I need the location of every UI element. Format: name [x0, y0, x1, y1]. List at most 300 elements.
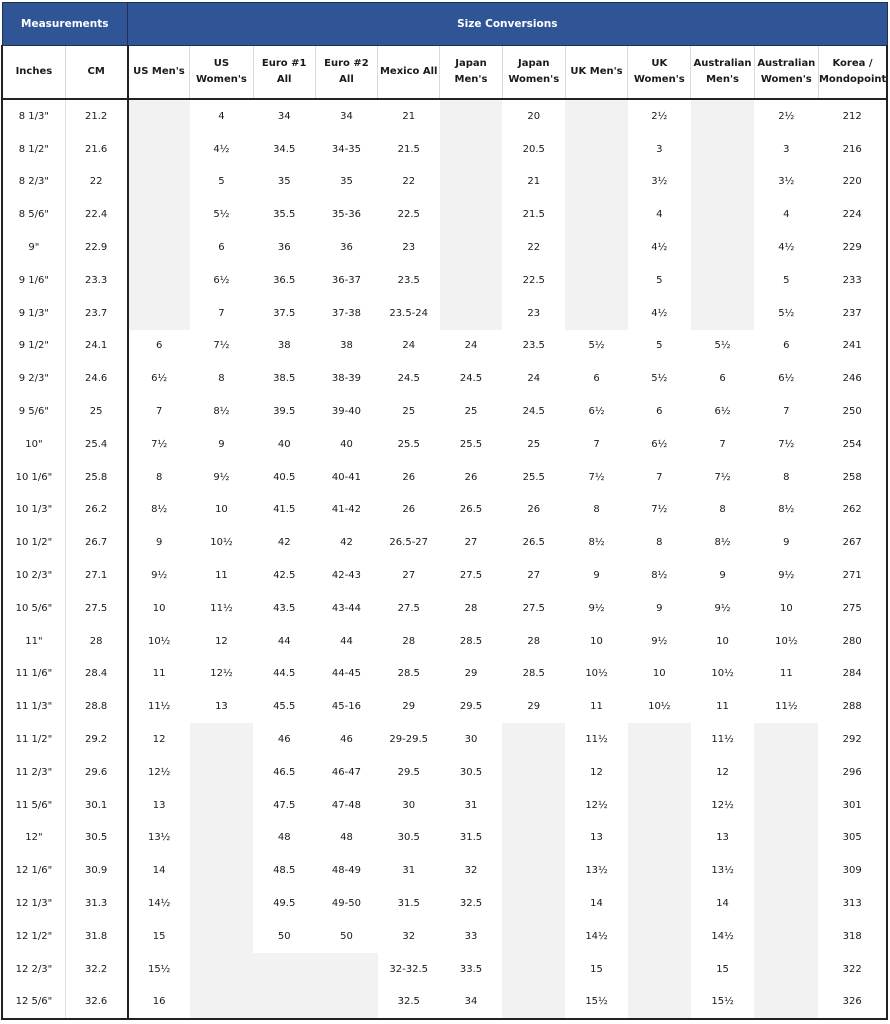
cell-us_men [128, 99, 190, 133]
cell-cm: 22.9 [65, 231, 127, 264]
cell-us_men: 10½ [128, 625, 190, 658]
cell-uk_women [628, 723, 691, 756]
group-header-size-conversions: Size Conversions [128, 3, 887, 46]
cell-japan_men [440, 166, 502, 199]
cell-korea: 224 [818, 198, 887, 231]
cell-euro1: 42 [277, 537, 291, 549]
cell-aus_men: 7 [719, 438, 726, 450]
cell-inches: 8 1/3" [2, 99, 65, 133]
cell-uk_men: 8 [593, 504, 600, 516]
cell-cm: 30.9 [65, 854, 127, 887]
cell-euro2: 43-44 [331, 602, 361, 614]
cell-mexico: 29 [402, 701, 416, 713]
cell-uk_men: 6 [593, 373, 600, 385]
cell-inches: 12 1/6" [2, 854, 65, 887]
cell-japan_men: 24.5 [459, 373, 483, 385]
column-header-inches: Inches [2, 46, 65, 100]
cell-inches: 9 2/3" [2, 362, 65, 395]
cell-inches: 8 2/3" [2, 166, 65, 199]
cell-us_women: 10½ [210, 537, 233, 549]
cell-us_women: 4 [218, 110, 225, 122]
cell-aus_men: 11½ [711, 734, 734, 746]
cell-aus_women: 5 [783, 274, 790, 286]
cell-uk_women: 5 [656, 274, 663, 286]
cell-uk_men: 6½ [588, 406, 605, 418]
cell-cm: 25 [65, 395, 127, 428]
cell-euro1: 42.5 [273, 570, 296, 582]
cell-japan_men: 25.5 [459, 438, 483, 450]
cell-japan_women [502, 953, 565, 986]
cell-korea: 275 [818, 592, 887, 625]
cell-inches: 12 2/3" [2, 953, 65, 986]
table-row [2, 99, 887, 133]
cell-us_women: 6 [218, 242, 225, 254]
cell-euro1: 48.5 [273, 865, 296, 877]
cell-uk_men [565, 297, 627, 330]
table-row [2, 231, 887, 264]
cell-japan_women: 24 [527, 373, 541, 385]
cell-uk_women: 7 [656, 471, 663, 483]
table-row [2, 920, 887, 953]
cell-aus_men: 12½ [711, 799, 734, 811]
cell-us_men: 16 [128, 986, 190, 1020]
cell-euro2: 45-16 [331, 701, 361, 713]
cell-korea: 296 [818, 756, 887, 789]
cell-korea: 271 [818, 559, 887, 592]
cell-korea: 250 [818, 395, 887, 428]
cell-euro1: 34.5 [273, 143, 296, 155]
cell-aus_women [754, 920, 818, 953]
cell-cm: 28 [65, 625, 127, 658]
cell-japan_women: 27.5 [522, 602, 545, 614]
cell-korea: 241 [818, 330, 887, 363]
cell-inches: 12 1/2" [2, 920, 65, 953]
cell-mexico: 30.5 [397, 832, 420, 844]
cell-us_men: 7½ [128, 428, 190, 461]
cell-inches: 9 1/2" [2, 330, 65, 363]
cell-us_women: 8 [218, 373, 225, 385]
cell-korea: 220 [818, 166, 887, 199]
table-row [2, 887, 887, 920]
cell-us_women [190, 953, 253, 986]
cell-us_men: 7 [128, 395, 190, 428]
cell-uk_women: 7½ [651, 504, 668, 516]
cell-mexico: 22 [402, 176, 416, 188]
cell-uk_men: 14 [590, 898, 603, 910]
size-conversion-table [1, 2, 888, 1020]
table-row [2, 625, 887, 658]
cell-mexico: 26 [402, 504, 416, 516]
cell-us_men [128, 264, 190, 297]
cell-mexico: 29.5 [397, 766, 420, 778]
cell-uk_women: 3½ [651, 176, 668, 188]
cell-inches: 10 1/3" [2, 494, 65, 527]
cell-mexico: 23 [402, 242, 416, 254]
cell-aus_men: 14 [716, 898, 729, 910]
cell-aus_men: 11 [716, 701, 729, 713]
cell-korea: 246 [818, 362, 887, 395]
cell-japan_women: 28.5 [522, 668, 545, 680]
cell-inches: 9 1/3" [2, 297, 65, 330]
cell-euro1: 41.5 [273, 504, 296, 516]
cell-us_women: 8½ [213, 406, 230, 418]
cell-cm: 22.4 [65, 198, 127, 231]
cell-japan_women: 21.5 [522, 209, 545, 221]
cell-cm: 28.4 [65, 658, 127, 691]
cell-cm: 22 [65, 166, 127, 199]
cell-uk_women [628, 986, 691, 1020]
cell-aus_men: 6½ [714, 406, 731, 418]
cell-mexico: 21 [402, 110, 416, 122]
table-row [2, 494, 887, 527]
cell-euro2 [315, 953, 377, 986]
cell-us_women: 9 [218, 438, 225, 450]
cell-euro2: 42-43 [331, 570, 361, 582]
cell-cm: 32.6 [65, 986, 127, 1020]
cell-uk_men [565, 99, 627, 133]
cell-uk_men [565, 264, 627, 297]
cell-uk_women [628, 854, 691, 887]
cell-euro1: 46 [277, 734, 291, 746]
cell-mexico: 31 [402, 865, 416, 877]
cell-mexico: 26 [402, 471, 416, 483]
cell-euro1: 49.5 [273, 898, 296, 910]
cell-euro2: 46-47 [331, 766, 361, 778]
cell-aus_women: 3 [783, 143, 790, 155]
cell-korea: 318 [818, 920, 887, 953]
cell-korea: 288 [818, 690, 887, 723]
cell-mexico: 32-32.5 [389, 963, 429, 975]
cell-korea: 233 [818, 264, 887, 297]
cell-inches: 10" [2, 428, 65, 461]
cell-us_men: 9 [128, 526, 190, 559]
cell-euro2: 46 [340, 734, 353, 746]
cell-korea: 262 [818, 494, 887, 527]
cell-inches: 8 1/2" [2, 133, 65, 166]
column-header-us_men: US Men's [128, 46, 190, 100]
table-row [2, 723, 887, 756]
cell-cm: 23.7 [65, 297, 127, 330]
cell-aus_women: 9 [783, 537, 790, 549]
table-row [2, 330, 887, 363]
cell-aus_women [754, 953, 818, 986]
cell-inches: 11 1/2" [2, 723, 65, 756]
table-row [2, 362, 887, 395]
cell-inches: 12 5/6" [2, 986, 65, 1020]
cell-japan_men: 27.5 [459, 570, 483, 582]
cell-aus_women: 6½ [778, 373, 795, 385]
cell-aus_women: 2½ [778, 110, 795, 122]
cell-mexico: 31.5 [397, 898, 420, 910]
cell-aus_men: 6 [719, 373, 726, 385]
cell-euro1: 35.5 [273, 209, 296, 221]
cell-japan_women [502, 756, 565, 789]
cell-uk_women [628, 756, 691, 789]
cell-us_men: 9½ [128, 559, 190, 592]
cell-uk_men: 7 [593, 438, 600, 450]
cell-japan_women: 26.5 [522, 537, 545, 549]
cell-aus_men: 14½ [711, 930, 734, 942]
cell-us_women: 12½ [210, 668, 233, 680]
cell-euro1: 46.5 [273, 766, 296, 778]
cell-uk_men: 10½ [585, 668, 608, 680]
cell-us_women [190, 887, 253, 920]
cell-uk_men [565, 198, 627, 231]
cell-uk_men: 8½ [588, 537, 605, 549]
cell-us_women: 7 [218, 307, 225, 319]
cell-cm: 29.6 [65, 756, 127, 789]
cell-euro2: 38 [340, 340, 353, 352]
cell-euro1: 38.5 [273, 373, 296, 385]
cell-us_women: 7½ [213, 340, 230, 352]
column-header-uk_women: UK Women's [628, 46, 691, 100]
cell-euro2: 44 [340, 635, 353, 647]
cell-aus_women [754, 822, 818, 855]
cell-uk_women: 4 [656, 209, 663, 221]
cell-us_women [190, 756, 253, 789]
cell-cm: 21.2 [65, 99, 127, 133]
table-row [2, 264, 887, 297]
cell-aus_men: 10½ [711, 668, 734, 680]
cell-aus_men [691, 133, 754, 166]
table-row [2, 166, 887, 199]
cell-uk_women [628, 887, 691, 920]
cell-mexico: 27 [402, 570, 416, 582]
cell-mexico: 26.5-27 [389, 537, 429, 549]
cell-inches: 9 1/6" [2, 264, 65, 297]
cell-japan_men [440, 231, 502, 264]
cell-japan_women: 22 [527, 242, 541, 254]
cell-mexico: 24 [402, 340, 416, 352]
cell-euro2: 38-39 [331, 373, 361, 385]
column-header-japan_men: Japan Men's [440, 46, 502, 100]
cell-euro1: 43.5 [273, 602, 296, 614]
cell-euro1: 38 [277, 340, 291, 352]
cell-us_men [128, 133, 190, 166]
cell-japan_men: 28.5 [459, 635, 483, 647]
cell-aus_women [754, 986, 818, 1020]
cell-euro1: 37.5 [273, 307, 296, 319]
cell-uk_women: 5½ [651, 373, 668, 385]
cell-aus_women [754, 887, 818, 920]
cell-japan_men [440, 297, 502, 330]
cell-uk_men: 7½ [588, 471, 605, 483]
cell-inches: 11" [2, 625, 65, 658]
table-row [2, 658, 887, 691]
cell-aus_women: 7 [783, 406, 790, 418]
cell-us_men: 14 [128, 854, 190, 887]
cell-aus_men: 7½ [714, 471, 731, 483]
cell-japan_women: 25 [527, 438, 541, 450]
cell-mexico: 23.5-24 [389, 307, 429, 319]
cell-euro2: 44-45 [331, 668, 361, 680]
column-header-aus_men: Australian Men's [691, 46, 754, 100]
cell-cm: 25.4 [65, 428, 127, 461]
cell-euro2: 40 [340, 438, 353, 450]
cell-us_men [128, 231, 190, 264]
cell-aus_women [754, 723, 818, 756]
cell-korea: 326 [818, 986, 887, 1020]
cell-us_men: 13 [128, 789, 190, 822]
column-header-uk_men: UK Men's [565, 46, 627, 100]
cell-inches: 10 5/6" [2, 592, 65, 625]
cell-euro2: 42 [340, 537, 353, 549]
cell-mexico: 22.5 [397, 209, 420, 221]
cell-euro1: 50 [277, 930, 291, 942]
cell-aus_men: 9 [719, 570, 726, 582]
cell-uk_men: 13 [590, 832, 603, 844]
cell-us_women [190, 789, 253, 822]
table-body [2, 99, 887, 1019]
cell-aus_women: 8 [783, 471, 790, 483]
cell-japan_men: 26 [464, 471, 478, 483]
table-row [2, 953, 887, 986]
cell-uk_women: 10½ [648, 701, 671, 713]
cell-euro2: 47-48 [331, 799, 361, 811]
cell-korea: 216 [818, 133, 887, 166]
cell-japan_women: 22.5 [522, 274, 545, 286]
cell-korea: 301 [818, 789, 887, 822]
cell-japan_men [440, 198, 502, 231]
cell-euro2: 34 [340, 110, 353, 122]
table-row [2, 789, 887, 822]
cell-uk_women: 5 [656, 340, 663, 352]
cell-inches: 10 1/6" [2, 461, 65, 494]
cell-aus_men: 9½ [714, 602, 731, 614]
cell-us_women [190, 986, 253, 1020]
cell-aus_women: 10½ [775, 635, 798, 647]
cell-japan_men: 33 [464, 930, 478, 942]
cell-uk_women [628, 920, 691, 953]
cell-us_men: 11 [128, 658, 190, 691]
cell-cm: 30.1 [65, 789, 127, 822]
cell-korea: 292 [818, 723, 887, 756]
cell-euro1: 40 [277, 438, 291, 450]
cell-japan_women: 23 [527, 307, 541, 319]
table-row [2, 133, 887, 166]
cell-us_men: 15½ [128, 953, 190, 986]
cell-mexico: 28 [402, 635, 416, 647]
cell-japan_men: 26.5 [459, 504, 483, 516]
cell-inches: 8 5/6" [2, 198, 65, 231]
column-header-row [2, 46, 887, 100]
cell-us_women: 6½ [213, 274, 230, 286]
cell-euro2: 50 [340, 930, 353, 942]
cell-us_men: 12 [128, 723, 190, 756]
cell-us_men [128, 198, 190, 231]
cell-cm: 27.5 [65, 592, 127, 625]
cell-japan_men: 32 [464, 865, 478, 877]
cell-inches: 11 2/3" [2, 756, 65, 789]
table-row [2, 526, 887, 559]
cell-japan_women: 20 [527, 110, 541, 122]
cell-mexico: 21.5 [397, 143, 420, 155]
cell-uk_men: 11 [590, 701, 603, 713]
column-header-us_women: US Women's [190, 46, 253, 100]
cell-euro2: 48 [340, 832, 353, 844]
cell-aus_men: 15 [716, 963, 729, 975]
cell-euro1 [253, 953, 315, 986]
cell-aus_women: 6 [783, 340, 790, 352]
cell-inches: 11 5/6" [2, 789, 65, 822]
cell-inches: 9 5/6" [2, 395, 65, 428]
cell-japan_men: 29.5 [459, 701, 483, 713]
cell-aus_women: 3½ [778, 176, 795, 188]
cell-japan_men: 34 [440, 986, 502, 1020]
cell-japan_men: 31.5 [459, 832, 483, 844]
cell-aus_women: 4 [783, 209, 790, 221]
cell-euro1: 34 [277, 110, 291, 122]
cell-us_men [128, 166, 190, 199]
column-header-euro1: Euro #1 All [253, 46, 315, 100]
cell-japan_men: 27 [464, 537, 478, 549]
cell-us_men: 6 [128, 330, 190, 363]
cell-japan_women [502, 887, 565, 920]
cell-korea: 237 [818, 297, 887, 330]
cell-cm: 25.8 [65, 461, 127, 494]
cell-uk_men: 9½ [588, 602, 605, 614]
cell-aus_men: 13½ [711, 865, 734, 877]
cell-us_women: 4½ [213, 143, 230, 155]
cell-mexico: 32.5 [378, 986, 440, 1020]
column-header-euro2: Euro #2 All [315, 46, 377, 100]
cell-us_women [190, 723, 253, 756]
cell-euro2: 36 [340, 242, 353, 254]
cell-inches: 10 1/2" [2, 526, 65, 559]
cell-mexico: 24.5 [397, 373, 420, 385]
cell-uk_men: 12½ [585, 799, 608, 811]
cell-japan_women [502, 854, 565, 887]
cell-mexico: 29-29.5 [389, 734, 429, 746]
cell-japan_women: 21 [527, 176, 541, 188]
cell-korea: 258 [818, 461, 887, 494]
cell-us_men: 10 [128, 592, 190, 625]
cell-japan_men: 30.5 [459, 766, 483, 778]
cell-aus_men [691, 297, 754, 330]
cell-cm: 24.6 [65, 362, 127, 395]
cell-japan_women: 25.5 [522, 471, 545, 483]
cell-japan_men: 30 [464, 734, 478, 746]
table-row [2, 690, 887, 723]
cell-aus_men: 15½ [691, 986, 754, 1020]
cell-uk_women [628, 953, 691, 986]
cell-japan_women: 26 [527, 504, 541, 516]
cell-japan_women: 23.5 [522, 340, 545, 352]
cell-uk_men: 15 [590, 963, 603, 975]
cell-euro2: 36-37 [331, 274, 361, 286]
cell-korea: 280 [818, 625, 887, 658]
cell-euro2: 34-35 [331, 143, 361, 155]
cell-korea: 212 [818, 99, 887, 133]
cell-cm: 31.3 [65, 887, 127, 920]
cell-euro2: 48-49 [331, 865, 361, 877]
cell-us_men [128, 297, 190, 330]
cell-uk_men: 13½ [585, 865, 608, 877]
table-row [2, 428, 887, 461]
cell-japan_women [502, 822, 565, 855]
cell-mexico: 32 [402, 930, 416, 942]
cell-aus_men [691, 198, 754, 231]
cell-us_women: 11½ [210, 602, 233, 614]
cell-mexico: 30 [402, 799, 416, 811]
cell-japan_men: 33.5 [459, 963, 483, 975]
cell-us_men: 11½ [128, 690, 190, 723]
cell-japan_women [502, 789, 565, 822]
cell-uk_men [565, 133, 627, 166]
cell-aus_women: 7½ [778, 438, 795, 450]
cell-korea: 229 [818, 231, 887, 264]
cell-aus_men: 8 [719, 504, 726, 516]
